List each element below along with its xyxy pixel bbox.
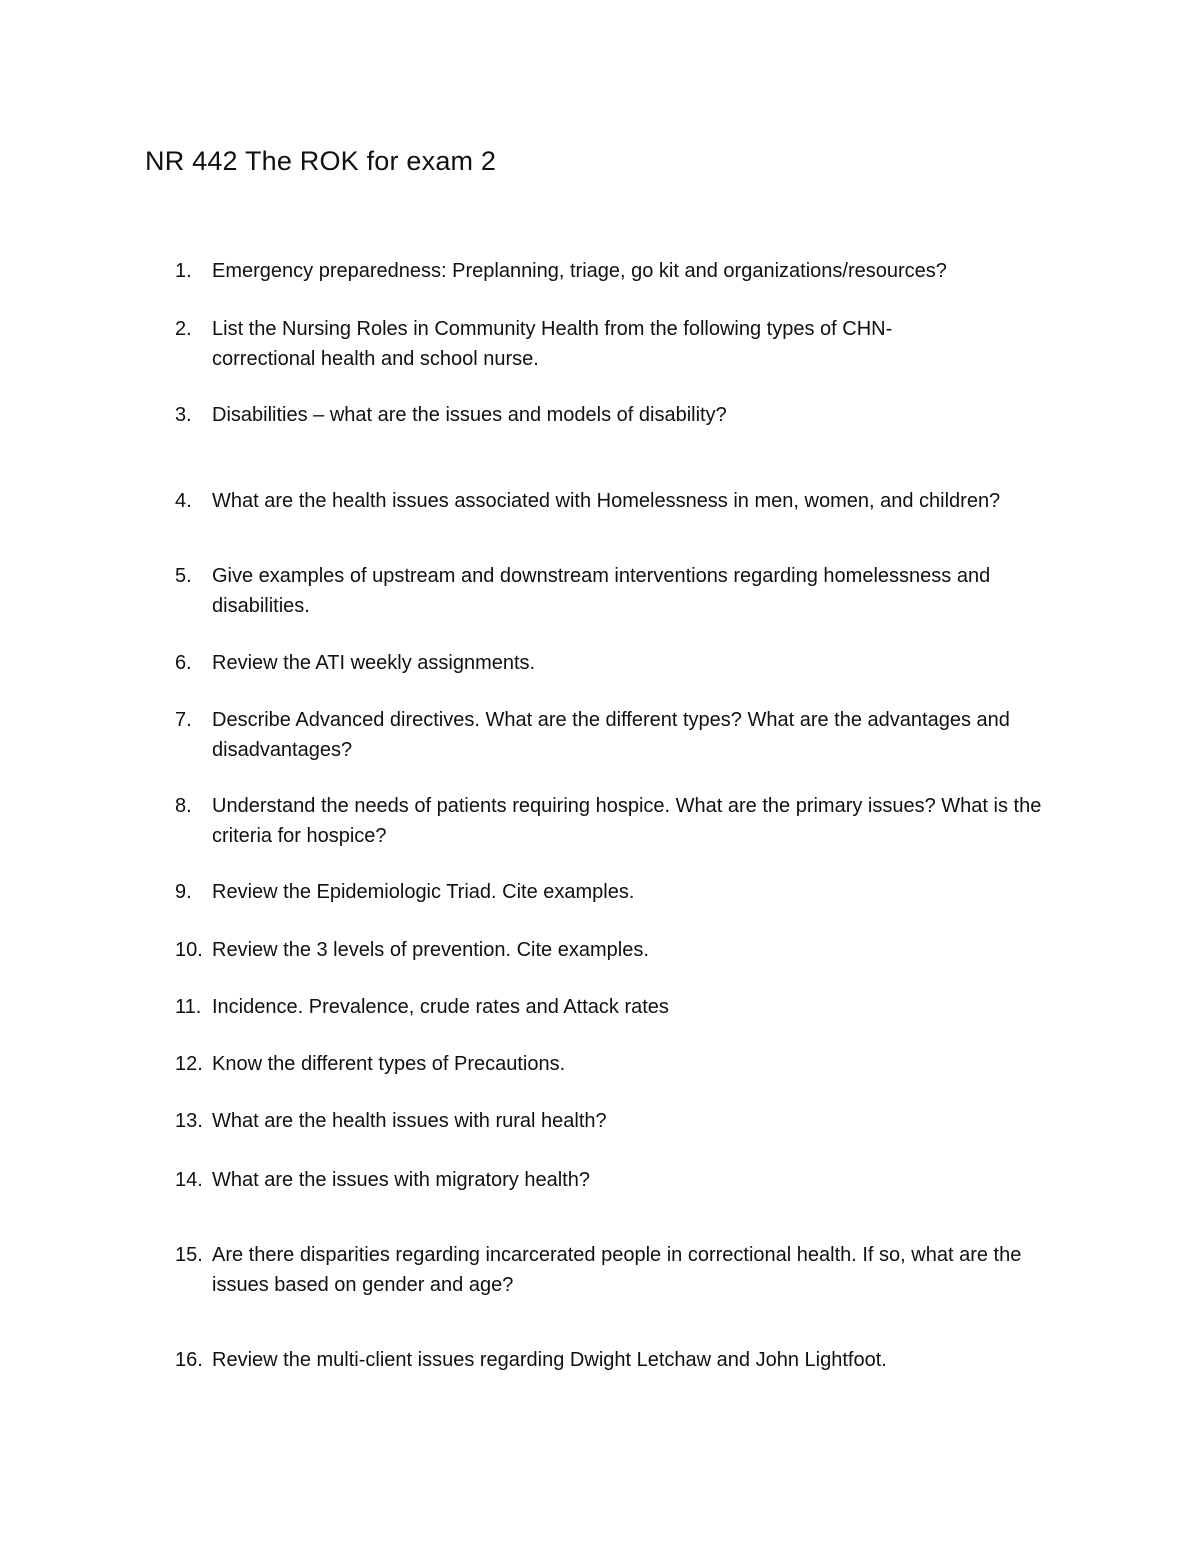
document-title: NR 442 The ROK for exam 2 bbox=[145, 146, 497, 176]
question-number: 9. bbox=[175, 881, 192, 903]
question-number: 14. bbox=[175, 1169, 203, 1191]
question-text: Incidence. Prevalence, crude rates and Attack rates bbox=[212, 996, 669, 1018]
question-text: Disabilities – what are the issues and models of disability? bbox=[212, 404, 727, 426]
question-number: 7. bbox=[175, 709, 192, 731]
question-number: 13. bbox=[175, 1110, 203, 1132]
question-item bbox=[175, 256, 1075, 286]
question-item bbox=[175, 486, 1075, 516]
question-text: List the Nursing Roles in Community Health from the following types of CHN- correctional health and school nurse. bbox=[212, 318, 893, 370]
question-text: Are there disparities regarding incarcerated people in correctional health. If so, what are the issues based on gender and age? bbox=[212, 1244, 1022, 1296]
question-number: 16. bbox=[175, 1349, 203, 1371]
question-item bbox=[175, 1106, 1075, 1136]
question-text: What are the health issues with rural health? bbox=[212, 1110, 607, 1132]
question-text: What are the issues with migratory health? bbox=[212, 1169, 590, 1191]
question-number: 12. bbox=[175, 1053, 203, 1075]
question-number: 4. bbox=[175, 490, 192, 512]
question-text: Review the 3 levels of prevention. Cite examples. bbox=[212, 939, 649, 961]
question-text: Describe Advanced directives. What are the different types? What are the advantages and disadvantages? bbox=[212, 709, 1010, 761]
question-item bbox=[175, 877, 1075, 907]
question-text: Understand the needs of patients requiring hospice. What are the primary issues? What is the criteria for hospice? bbox=[212, 795, 1042, 847]
question-text: Emergency preparedness: Preplanning, triage, go kit and organizations/resources? bbox=[212, 260, 947, 282]
question-number: 1. bbox=[175, 260, 192, 282]
question-number: 5. bbox=[175, 565, 192, 587]
question-item bbox=[175, 400, 1075, 430]
question-text: Review the Epidemiologic Triad. Cite examples. bbox=[212, 881, 635, 903]
question-number: 6. bbox=[175, 652, 192, 674]
question-item bbox=[175, 1345, 1075, 1375]
question-item bbox=[175, 935, 1075, 965]
question-item bbox=[175, 791, 1075, 851]
question-text: Review the multi-client issues regarding Dwight Letchaw and John Lightfoot. bbox=[212, 1349, 887, 1371]
question-item bbox=[175, 992, 1075, 1022]
question-number: 11. bbox=[175, 996, 202, 1018]
question-item bbox=[175, 1165, 1075, 1195]
question-text: Give examples of upstream and downstream interventions regarding homelessness and disabilities. bbox=[212, 565, 991, 617]
question-number: 8. bbox=[175, 795, 192, 817]
question-number: 2. bbox=[175, 318, 192, 340]
question-item bbox=[175, 1049, 1075, 1079]
question-number: 15. bbox=[175, 1244, 203, 1266]
question-text: Review the ATI weekly assignments. bbox=[212, 652, 536, 674]
question-item bbox=[175, 648, 1075, 678]
question-text: Know the different types of Precautions. bbox=[212, 1053, 566, 1075]
question-item bbox=[175, 314, 1075, 374]
question-item bbox=[175, 705, 1075, 765]
question-text: What are the health issues associated with Homelessness in men, women, and children? bbox=[212, 490, 1001, 512]
question-number: 3. bbox=[175, 404, 192, 426]
question-item bbox=[175, 561, 1075, 621]
question-number: 10. bbox=[175, 939, 203, 961]
question-item bbox=[175, 1240, 1075, 1300]
